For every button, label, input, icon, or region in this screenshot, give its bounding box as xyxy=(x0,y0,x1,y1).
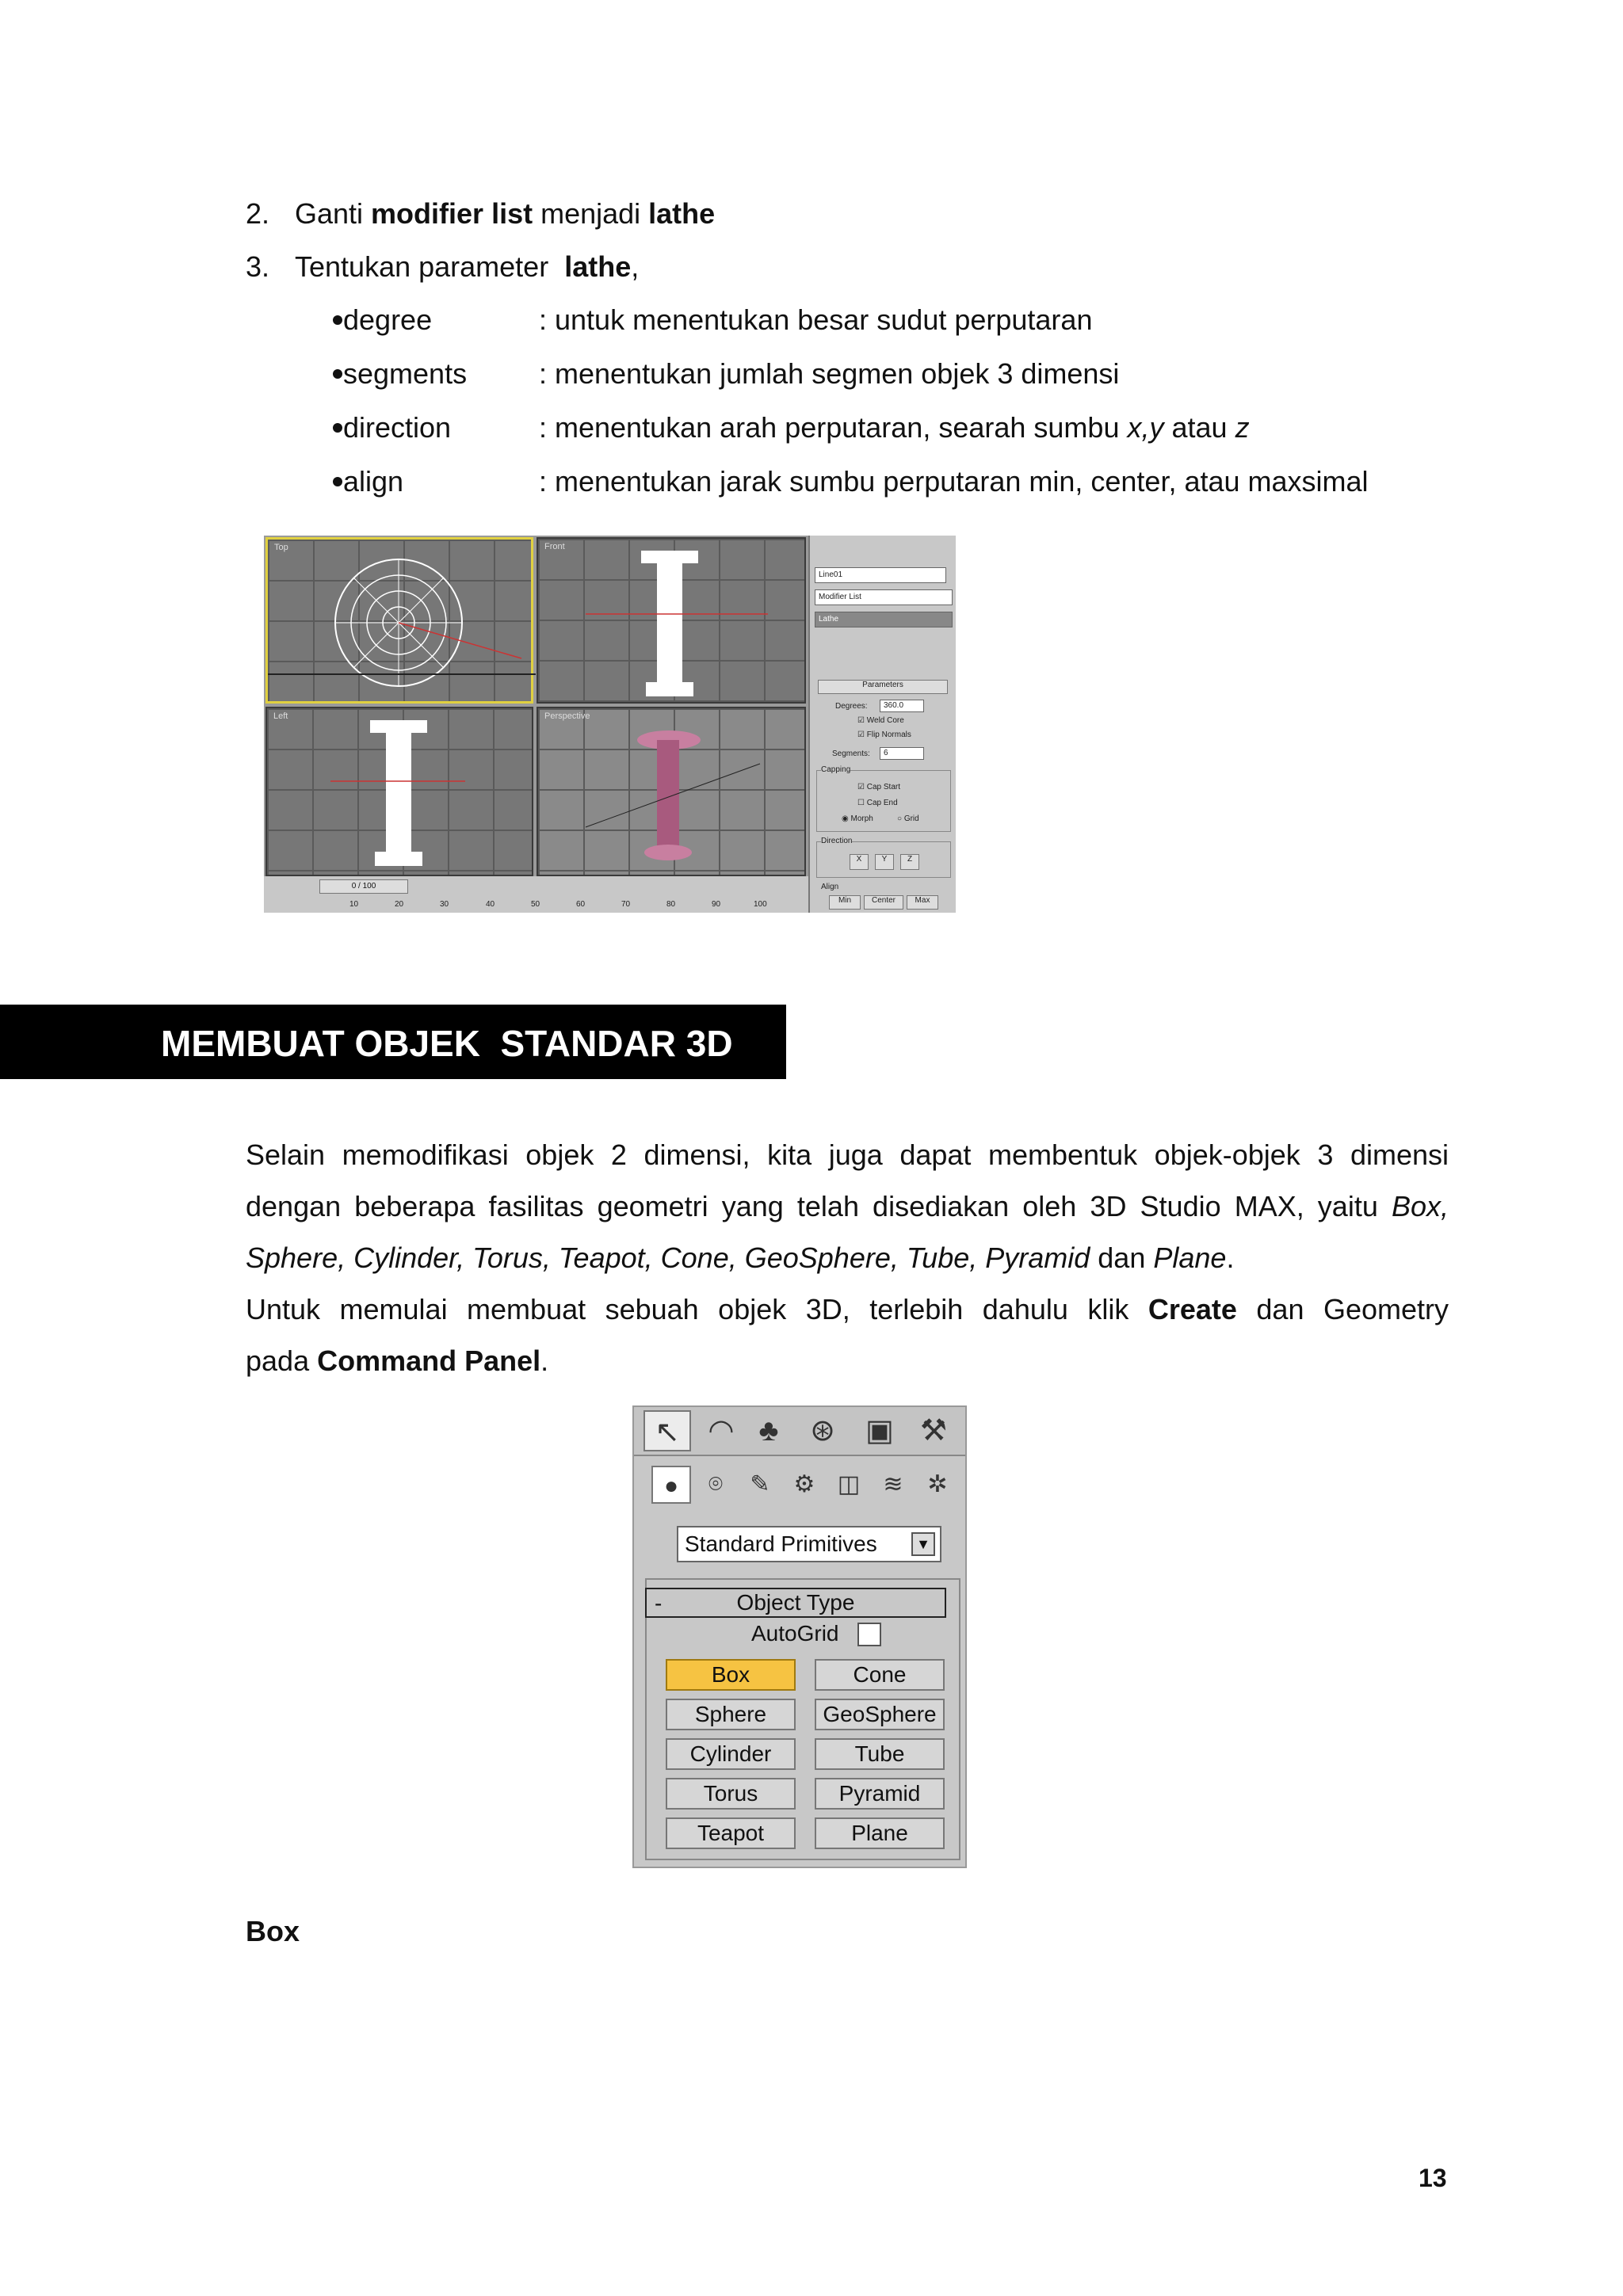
teapot-button[interactable]: Teapot xyxy=(666,1817,796,1849)
lathe-top-wireframe xyxy=(268,540,536,706)
degrees-field[interactable]: 360.0 xyxy=(880,700,924,712)
cameras-icon[interactable]: ⚙ xyxy=(793,1471,815,1497)
helpers-icon[interactable]: ◫ xyxy=(837,1471,861,1497)
param-segments-desc: : menentukan jumlah segmen objek 3 dimensi xyxy=(539,357,1120,390)
direction-label: Direction xyxy=(821,837,853,845)
plane-button[interactable]: Plane xyxy=(815,1817,945,1849)
torus-button[interactable]: Torus xyxy=(666,1778,796,1810)
chevron-down-icon[interactable]: ▼ xyxy=(911,1532,935,1556)
box-heading: Box xyxy=(246,1915,300,1947)
hierarchy-tab-icon[interactable]: ♣ xyxy=(758,1414,779,1447)
viewport-perspective[interactable] xyxy=(537,707,806,876)
grid-radio[interactable]: ○ Grid xyxy=(897,814,919,823)
modifier-stack-lathe[interactable]: Lathe xyxy=(815,612,953,627)
intro-line-4: Untuk memulai membuat sebuah objek 3D, terlebih dahulu klik Create dan Geometry xyxy=(246,1293,1449,1325)
autogrid-label: AutoGrid xyxy=(751,1621,839,1646)
intro-line-2: dengan beberapa fasilitas geometri yang telah disediakan oleh 3D Studio MAX, yaitu Box, xyxy=(246,1190,1449,1222)
create-tab-icon[interactable]: ↖ xyxy=(643,1410,691,1451)
lathe-perspective-column xyxy=(538,708,808,878)
primitives-dropdown[interactable] xyxy=(677,1526,941,1562)
tick-20: 20 xyxy=(395,900,404,909)
cylinder-button[interactable]: Cylinder xyxy=(666,1738,796,1770)
command-panel-screenshot xyxy=(632,1405,967,1868)
modify-tab-icon[interactable]: ◠ xyxy=(708,1414,735,1447)
intro-line-3: Sphere, Cylinder, Torus, Teapot, Cone, GeoSphere, Tube, Pyramid dan Plane. xyxy=(246,1241,1235,1274)
param-direction-desc: : menentukan arah perputaran, searah sumbu x,y atau z xyxy=(539,411,1250,444)
align-center-button[interactable]: Center xyxy=(864,895,903,910)
autogrid-checkbox[interactable] xyxy=(857,1623,881,1646)
frame-counter[interactable]: 0 / 100 xyxy=(319,879,408,894)
geosphere-button[interactable]: GeoSphere xyxy=(815,1699,945,1730)
segments-label: Segments: xyxy=(832,749,870,758)
viewport-top-label: Top xyxy=(274,543,288,552)
param-degree-term: degree xyxy=(343,303,433,336)
param-direction-term: direction xyxy=(343,411,452,444)
command-panel-tabs xyxy=(634,1407,965,1456)
rollout-collapse-icon[interactable]: - xyxy=(655,1591,663,1615)
bullet-segments xyxy=(333,369,342,379)
object-type-header[interactable]: Object Type xyxy=(645,1588,946,1618)
bullet-align xyxy=(333,477,342,486)
viewport-top[interactable] xyxy=(265,537,533,704)
tick-30: 30 xyxy=(440,900,449,909)
tick-60: 60 xyxy=(576,900,586,909)
pyramid-button[interactable]: Pyramid xyxy=(815,1778,945,1810)
section-title: MEMBUAT OBJEK STANDAR 3D xyxy=(161,1023,733,1064)
motion-tab-icon[interactable]: ⊛ xyxy=(810,1414,835,1447)
tick-90: 90 xyxy=(712,900,721,909)
parameters-rollout[interactable]: Parameters xyxy=(818,680,948,694)
tick-80: 80 xyxy=(666,900,676,909)
viewport-perspective-label: Perspective xyxy=(544,711,590,721)
step-2-number: 2. xyxy=(246,197,270,230)
morph-radio[interactable]: ◉ Morph xyxy=(842,814,873,823)
object-name-field[interactable]: Line01 xyxy=(815,567,946,583)
direction-x-button[interactable]: X xyxy=(850,854,869,870)
flip-normals-checkbox[interactable]: ☑ Flip Normals xyxy=(857,730,911,739)
modify-panel xyxy=(808,536,956,913)
create-category-bar xyxy=(634,1461,965,1508)
page-number: 13 xyxy=(1419,2164,1447,2192)
lathe-front-column xyxy=(538,539,808,705)
tick-100: 100 xyxy=(754,900,767,909)
capping-label: Capping xyxy=(821,765,851,774)
align-label: Align xyxy=(821,883,839,891)
systems-icon[interactable]: ✲ xyxy=(927,1471,948,1497)
tick-50: 50 xyxy=(531,900,540,909)
time-slider[interactable] xyxy=(264,876,808,913)
viewport-left-label: Left xyxy=(273,711,288,721)
direction-y-button[interactable]: Y xyxy=(875,854,894,870)
lights-icon[interactable]: ✎ xyxy=(750,1471,770,1497)
viewport-front[interactable] xyxy=(537,537,806,704)
cap-end-checkbox[interactable]: ☐ Cap End xyxy=(857,799,898,807)
weld-core-checkbox[interactable]: ☑ Weld Core xyxy=(857,716,904,725)
param-align-desc: : menentukan jarak sumbu perputaran min, center, atau maxsimal xyxy=(539,465,1369,498)
degrees-label: Degrees: xyxy=(835,702,868,711)
step-3-text: Tentukan parameter lathe, xyxy=(295,250,640,283)
viewport-front-label: Front xyxy=(544,542,565,551)
shapes-icon[interactable]: ⌾ xyxy=(708,1471,723,1497)
step-2-text: Ganti modifier list menjadi lathe xyxy=(295,197,716,230)
param-degree-desc: : untuk menentukan besar sudut perputaran xyxy=(539,303,1093,336)
lathe-left-column xyxy=(267,708,535,878)
modifier-list-dropdown[interactable]: Modifier List xyxy=(815,589,953,605)
display-tab-icon[interactable]: ▣ xyxy=(865,1414,894,1447)
tube-button[interactable]: Tube xyxy=(815,1738,945,1770)
intro-line-5: pada Command Panel. xyxy=(246,1344,549,1377)
param-segments-term: segments xyxy=(343,357,468,390)
box-button[interactable]: Box xyxy=(666,1659,796,1691)
space-warps-icon[interactable]: ≋ xyxy=(883,1471,903,1497)
segments-field[interactable]: 6 xyxy=(880,747,924,760)
align-max-button[interactable]: Max xyxy=(907,895,938,910)
primitives-dropdown-value: Standard Primitives xyxy=(685,1531,877,1556)
intro-line-1: Selain memodifikasi objek 2 dimensi, kita juga dapat membentuk objek-objek 3 dimensi xyxy=(246,1138,1449,1171)
tick-70: 70 xyxy=(621,900,631,909)
sphere-button[interactable]: Sphere xyxy=(666,1699,796,1730)
align-min-button[interactable]: Min xyxy=(829,895,861,910)
step-3-number: 3. xyxy=(246,250,270,283)
param-align-term: align xyxy=(343,465,404,498)
tick-40: 40 xyxy=(486,900,495,909)
utilities-tab-icon[interactable]: ⚒ xyxy=(919,1414,948,1447)
bullet-direction xyxy=(333,423,342,433)
direction-z-button[interactable]: Z xyxy=(900,854,919,870)
tick-10: 10 xyxy=(349,900,359,909)
lathe-screenshot xyxy=(264,536,956,913)
cap-start-checkbox[interactable]: ☑ Cap Start xyxy=(857,783,900,791)
geometry-icon[interactable]: ● xyxy=(651,1466,691,1504)
cone-button[interactable]: Cone xyxy=(815,1659,945,1691)
bullet-degree xyxy=(333,315,342,325)
viewport-left[interactable] xyxy=(265,707,533,876)
